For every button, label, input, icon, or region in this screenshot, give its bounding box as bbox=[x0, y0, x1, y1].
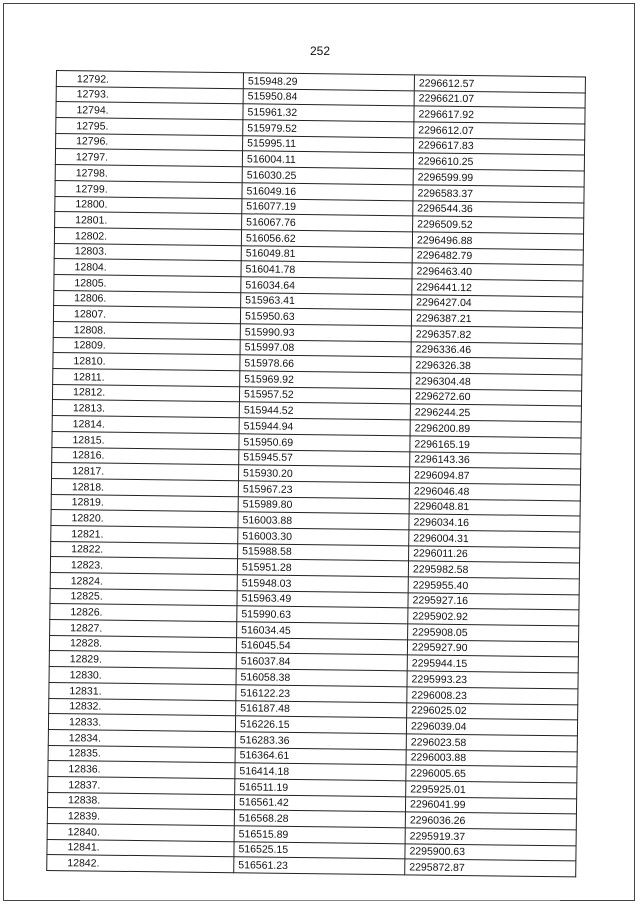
point-id-cell: 12800. bbox=[55, 196, 242, 214]
easting-cell: 515969.92 bbox=[240, 371, 411, 389]
northing-cell: 2296583.37 bbox=[413, 185, 584, 203]
easting-cell: 515951.28 bbox=[237, 559, 408, 577]
point-id-cell: 12804. bbox=[54, 259, 241, 277]
easting-cell: 516283.36 bbox=[235, 732, 406, 750]
northing-cell: 2295927.16 bbox=[408, 593, 579, 611]
point-id-cell: 12829. bbox=[49, 651, 236, 669]
northing-cell: 2296046.48 bbox=[409, 483, 580, 501]
northing-cell: 2296599.99 bbox=[413, 169, 584, 187]
easting-cell: 515950.63 bbox=[240, 308, 411, 326]
northing-cell: 2296005.65 bbox=[406, 765, 577, 783]
point-id-cell: 12810. bbox=[53, 353, 240, 371]
point-id-cell: 12817. bbox=[52, 463, 239, 481]
northing-cell: 2295955.40 bbox=[408, 577, 579, 595]
northing-cell: 2296036.26 bbox=[405, 812, 576, 830]
easting-cell: 516122.23 bbox=[236, 685, 407, 703]
point-id-cell: 12809. bbox=[53, 337, 240, 355]
northing-cell: 2296004.31 bbox=[409, 530, 580, 548]
point-id-cell: 12802. bbox=[54, 227, 241, 245]
point-id-cell: 12834. bbox=[48, 729, 235, 747]
easting-cell: 516568.28 bbox=[234, 810, 405, 828]
northing-cell: 2296441.12 bbox=[412, 279, 583, 297]
easting-cell: 515967.23 bbox=[238, 481, 409, 499]
easting-cell: 516561.42 bbox=[234, 794, 405, 812]
northing-cell: 2296612.07 bbox=[414, 122, 585, 140]
northing-cell: 2296617.83 bbox=[414, 138, 585, 156]
northing-cell: 2296003.88 bbox=[406, 749, 577, 767]
northing-cell: 2295993.23 bbox=[407, 671, 578, 689]
point-id-cell: 12796. bbox=[56, 133, 243, 151]
point-id-cell: 12835. bbox=[48, 745, 235, 763]
easting-cell: 515944.94 bbox=[239, 418, 410, 436]
point-id-cell: 12798. bbox=[55, 165, 242, 183]
northing-cell: 2296041.99 bbox=[405, 796, 576, 814]
easting-cell: 516003.30 bbox=[238, 528, 409, 546]
northing-cell: 2296463.40 bbox=[412, 263, 583, 281]
northing-cell: 2295919.37 bbox=[405, 828, 576, 846]
easting-cell: 515988.58 bbox=[238, 543, 409, 561]
northing-cell: 2295982.58 bbox=[408, 561, 579, 579]
point-id-cell: 12805. bbox=[54, 274, 241, 292]
northing-cell: 2296357.82 bbox=[411, 326, 582, 344]
easting-cell: 515948.29 bbox=[243, 73, 414, 91]
point-id-cell: 12807. bbox=[53, 306, 240, 324]
point-id-cell: 12814. bbox=[52, 416, 239, 434]
easting-cell: 515957.52 bbox=[239, 387, 410, 405]
point-id-cell: 12830. bbox=[49, 667, 236, 685]
northing-cell: 2296244.25 bbox=[410, 404, 581, 422]
northing-cell: 2296621.07 bbox=[414, 91, 585, 109]
northing-cell: 2296509.52 bbox=[413, 216, 584, 234]
point-id-cell: 12797. bbox=[55, 149, 242, 167]
easting-cell: 516226.15 bbox=[235, 716, 406, 734]
northing-cell: 2296039.04 bbox=[406, 718, 577, 736]
easting-cell: 516364.61 bbox=[235, 747, 406, 765]
northing-cell: 2296025.02 bbox=[407, 702, 578, 720]
easting-cell: 515948.03 bbox=[237, 575, 408, 593]
easting-cell: 515945.57 bbox=[239, 449, 410, 467]
point-id-cell: 12827. bbox=[50, 620, 237, 638]
northing-cell: 2295927.90 bbox=[407, 640, 578, 658]
northing-cell: 2296094.87 bbox=[409, 467, 580, 485]
point-id-cell: 12816. bbox=[52, 447, 239, 465]
northing-cell: 2296387.21 bbox=[411, 310, 582, 328]
point-id-cell: 12839. bbox=[47, 808, 234, 826]
easting-cell: 516049.81 bbox=[241, 245, 412, 263]
easting-cell: 515950.69 bbox=[239, 434, 410, 452]
northing-cell: 2296610.25 bbox=[413, 153, 584, 171]
northing-cell: 2296336.46 bbox=[411, 342, 582, 360]
point-id-cell: 12803. bbox=[54, 243, 241, 261]
easting-cell: 516037.84 bbox=[236, 653, 407, 671]
point-id-cell: 12822. bbox=[51, 541, 238, 559]
easting-cell: 515979.52 bbox=[243, 120, 414, 138]
easting-cell: 515963.41 bbox=[241, 292, 412, 310]
point-id-cell: 12841. bbox=[47, 839, 234, 857]
point-id-cell: 12821. bbox=[51, 525, 238, 543]
bottom-rule bbox=[80, 900, 560, 901]
northing-cell: 2296496.88 bbox=[412, 232, 583, 250]
easting-cell: 516525.15 bbox=[234, 841, 405, 859]
coordinates-table-container bbox=[46, 70, 570, 877]
point-id-cell: 12811. bbox=[53, 369, 240, 387]
point-id-cell: 12828. bbox=[49, 635, 236, 653]
point-id-cell: 12836. bbox=[48, 761, 235, 779]
point-id-cell: 12837. bbox=[48, 776, 235, 794]
easting-cell: 515995.11 bbox=[243, 136, 414, 154]
northing-cell: 2295944.15 bbox=[407, 655, 578, 673]
northing-cell: 2295902.92 bbox=[408, 608, 579, 626]
northing-cell: 2296034.16 bbox=[409, 514, 580, 532]
easting-cell: 516515.89 bbox=[234, 826, 405, 844]
point-id-cell: 12838. bbox=[47, 792, 234, 810]
northing-cell: 2296272.60 bbox=[410, 389, 581, 407]
easting-cell: 515990.93 bbox=[240, 324, 411, 342]
point-id-cell: 12842. bbox=[47, 855, 234, 873]
easting-cell: 515944.52 bbox=[239, 402, 410, 420]
northing-cell: 2296612.57 bbox=[414, 75, 585, 93]
point-id-cell: 12823. bbox=[50, 557, 237, 575]
easting-cell: 516034.64 bbox=[241, 277, 412, 295]
northing-cell: 2296143.36 bbox=[410, 451, 581, 469]
easting-cell: 516030.25 bbox=[242, 167, 413, 185]
northing-cell: 2296023.58 bbox=[406, 734, 577, 752]
easting-cell: 516056.62 bbox=[241, 230, 412, 248]
point-id-cell: 12824. bbox=[50, 572, 237, 590]
northing-cell: 2295925.01 bbox=[406, 781, 577, 799]
northing-cell: 2295900.63 bbox=[405, 844, 576, 862]
easting-cell: 516187.48 bbox=[236, 700, 407, 718]
point-id-cell: 12812. bbox=[52, 384, 239, 402]
easting-cell: 515990.63 bbox=[237, 606, 408, 624]
coordinates-table-body bbox=[47, 71, 586, 877]
easting-cell: 516414.18 bbox=[235, 763, 406, 781]
point-id-cell: 12832. bbox=[49, 698, 236, 716]
easting-cell: 515989.80 bbox=[238, 496, 409, 514]
easting-cell: 516041.78 bbox=[241, 261, 412, 279]
point-id-cell: 12799. bbox=[55, 180, 242, 198]
northing-cell: 2296427.04 bbox=[412, 294, 583, 312]
page-number: 252 bbox=[309, 44, 331, 58]
easting-cell: 515950.84 bbox=[243, 88, 414, 106]
easting-cell: 516077.19 bbox=[242, 198, 413, 216]
northing-cell: 2296200.89 bbox=[410, 420, 581, 438]
point-id-cell: 12831. bbox=[49, 682, 236, 700]
northing-cell: 2296008.23 bbox=[407, 687, 578, 705]
easting-cell: 515963.49 bbox=[237, 590, 408, 608]
easting-cell: 515961.32 bbox=[243, 104, 414, 122]
point-id-cell: 12833. bbox=[48, 714, 235, 732]
easting-cell: 516049.16 bbox=[242, 183, 413, 201]
northing-cell: 2295872.87 bbox=[405, 859, 576, 877]
point-id-cell: 12801. bbox=[55, 212, 242, 230]
easting-cell: 516003.88 bbox=[238, 512, 409, 530]
northing-cell: 2296617.92 bbox=[414, 106, 585, 124]
point-id-cell: 12795. bbox=[56, 118, 243, 136]
easting-cell: 516004.11 bbox=[242, 151, 413, 169]
point-id-cell: 12815. bbox=[52, 431, 239, 449]
coordinates-table bbox=[46, 70, 586, 877]
northing-cell: 2296544.36 bbox=[413, 200, 584, 218]
easting-cell: 516561.23 bbox=[234, 857, 405, 875]
northing-cell: 2296304.48 bbox=[411, 373, 582, 391]
point-id-cell: 12826. bbox=[50, 604, 237, 622]
easting-cell: 516045.54 bbox=[236, 637, 407, 655]
easting-cell: 516067.76 bbox=[242, 214, 413, 232]
northing-cell: 2296326.38 bbox=[411, 357, 582, 375]
point-id-cell: 12793. bbox=[56, 86, 243, 104]
point-id-cell: 12806. bbox=[54, 290, 241, 308]
point-id-cell: 12813. bbox=[52, 400, 239, 418]
easting-cell: 516058.38 bbox=[236, 669, 407, 687]
northing-cell: 2295908.05 bbox=[408, 624, 579, 642]
point-id-cell: 12825. bbox=[50, 588, 237, 606]
point-id-cell: 12819. bbox=[51, 494, 238, 512]
northing-cell: 2296165.19 bbox=[410, 436, 581, 454]
point-id-cell: 12792. bbox=[56, 71, 243, 89]
easting-cell: 515997.08 bbox=[240, 339, 411, 357]
easting-cell: 516511.19 bbox=[235, 779, 406, 797]
point-id-cell: 12820. bbox=[51, 510, 238, 528]
easting-cell: 515978.66 bbox=[240, 355, 411, 373]
point-id-cell: 12808. bbox=[53, 321, 240, 339]
northing-cell: 2296482.79 bbox=[412, 247, 583, 265]
northing-cell: 2296011.26 bbox=[409, 545, 580, 563]
point-id-cell: 12818. bbox=[51, 478, 238, 496]
easting-cell: 516034.45 bbox=[237, 622, 408, 640]
point-id-cell: 12840. bbox=[47, 823, 234, 841]
northing-cell: 2296048.81 bbox=[409, 498, 580, 516]
point-id-cell: 12794. bbox=[56, 102, 243, 120]
easting-cell: 515930.20 bbox=[238, 465, 409, 483]
